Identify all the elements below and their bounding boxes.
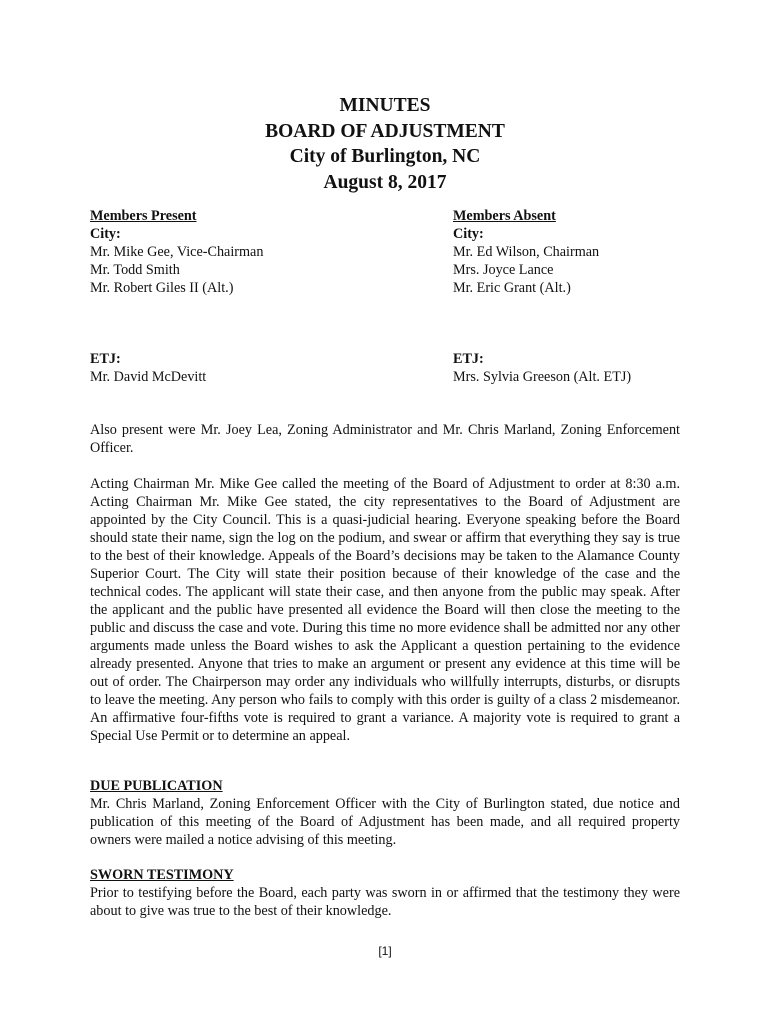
absent-city-member: Mr. Ed Wilson, Chairman <box>453 244 600 260</box>
members-absent-city <box>453 207 599 297</box>
members-present-etj <box>90 350 206 386</box>
present-etj-member: Mr. David McDevitt <box>90 369 207 385</box>
present-city-label: City: <box>90 226 121 242</box>
due-publication-section <box>90 777 680 849</box>
absent-etj-label: ETJ: <box>453 351 484 367</box>
document-title-block <box>0 93 770 195</box>
absent-city-label: City: <box>453 226 484 242</box>
members-present-heading: Members Present <box>90 208 197 224</box>
sworn-testimony-section <box>90 866 680 920</box>
members-present-city <box>90 207 263 297</box>
members-absent-heading: Members Absent <box>453 208 556 224</box>
present-etj-label: ETJ: <box>90 351 121 367</box>
title-minutes: MINUTES <box>339 95 431 116</box>
absent-city-member: Mrs. Joyce Lance <box>453 262 554 278</box>
title-board: BOARD OF ADJUSTMENT <box>265 120 505 142</box>
present-city-member: Mr. Todd Smith <box>90 262 180 278</box>
page-number: [1] <box>378 944 392 958</box>
present-city-member: Mr. Mike Gee, Vice-Chairman <box>90 244 264 260</box>
absent-etj-member: Mrs. Sylvia Greeson (Alt. ETJ) <box>453 369 632 385</box>
absent-city-member: Mr. Eric Grant (Alt.) <box>453 280 571 296</box>
due-publication-heading: DUE PUBLICATION <box>90 778 223 794</box>
present-city-member: Mr. Robert Giles II (Alt.) <box>90 280 234 296</box>
members-absent-etj <box>453 350 631 386</box>
sworn-testimony-heading: SWORN TESTIMONY <box>90 867 234 883</box>
sworn-testimony-text: Prior to testifying before the Board, each party was sworn in or affirmed that the testimony they were about to give was true to the best of their knowledge. <box>90 885 680 919</box>
due-publication-text: Mr. Chris Marland, Zoning Enforcement Officer with the City of Burlington stated, due notice and publication of this meeting of the Board of Adjustment has been made, and all required property owners were mailed a notice advising of this meeting. <box>90 796 680 848</box>
acting-chairman-paragraph: Acting Chairman Mr. Mike Gee called the meeting of the Board of Adjustment to order at 8:30 a.m. Acting Chairman Mr. Mike Gee stated, the city representatives to the Board of Adjustment are appointed by the City Council. This is a quasi-judicial hearing. Everyone speaking before the Board should state their name, sign the log on the podium, and swear or affirm that everything they say is true to the best of their knowledge. Appeals of the Board’s decisions may be taken to the Alamance County Superior Court. The City will state their position because of their knowledge of the case and the technical codes. The applicant will state their case, and then anyone from the public may speak. After the applicant and the public have presented all evidence the Board will then close the meeting to the public and discuss the case and vote. During this time no more evidence shall be admitted nor any other arguments made unless the Board wishes to ask the Applicant a question pertaining to the evidence already presented. Anyone that tries to make an argument or present any evidence at this time will be out of order. The Chairperson may order any individuals who willfully interrupts, disturbs, or disrupts to leave the meeting. Any person who fails to comply with this order is guilty of a class 2 misdemeanor. An affirmative four-fifths vote is required to grant a variance. A majority vote is required to grant a Special Use Permit or to determine an appeal. <box>90 476 680 744</box>
also-present-paragraph: Also present were Mr. Joey Lea, Zoning Administrator and Mr. Chris Marland, Zoning Enforcement Officer. <box>90 422 680 456</box>
title-date: August 8, 2017 <box>323 171 447 193</box>
title-city: City of Burlington, NC <box>289 146 481 167</box>
